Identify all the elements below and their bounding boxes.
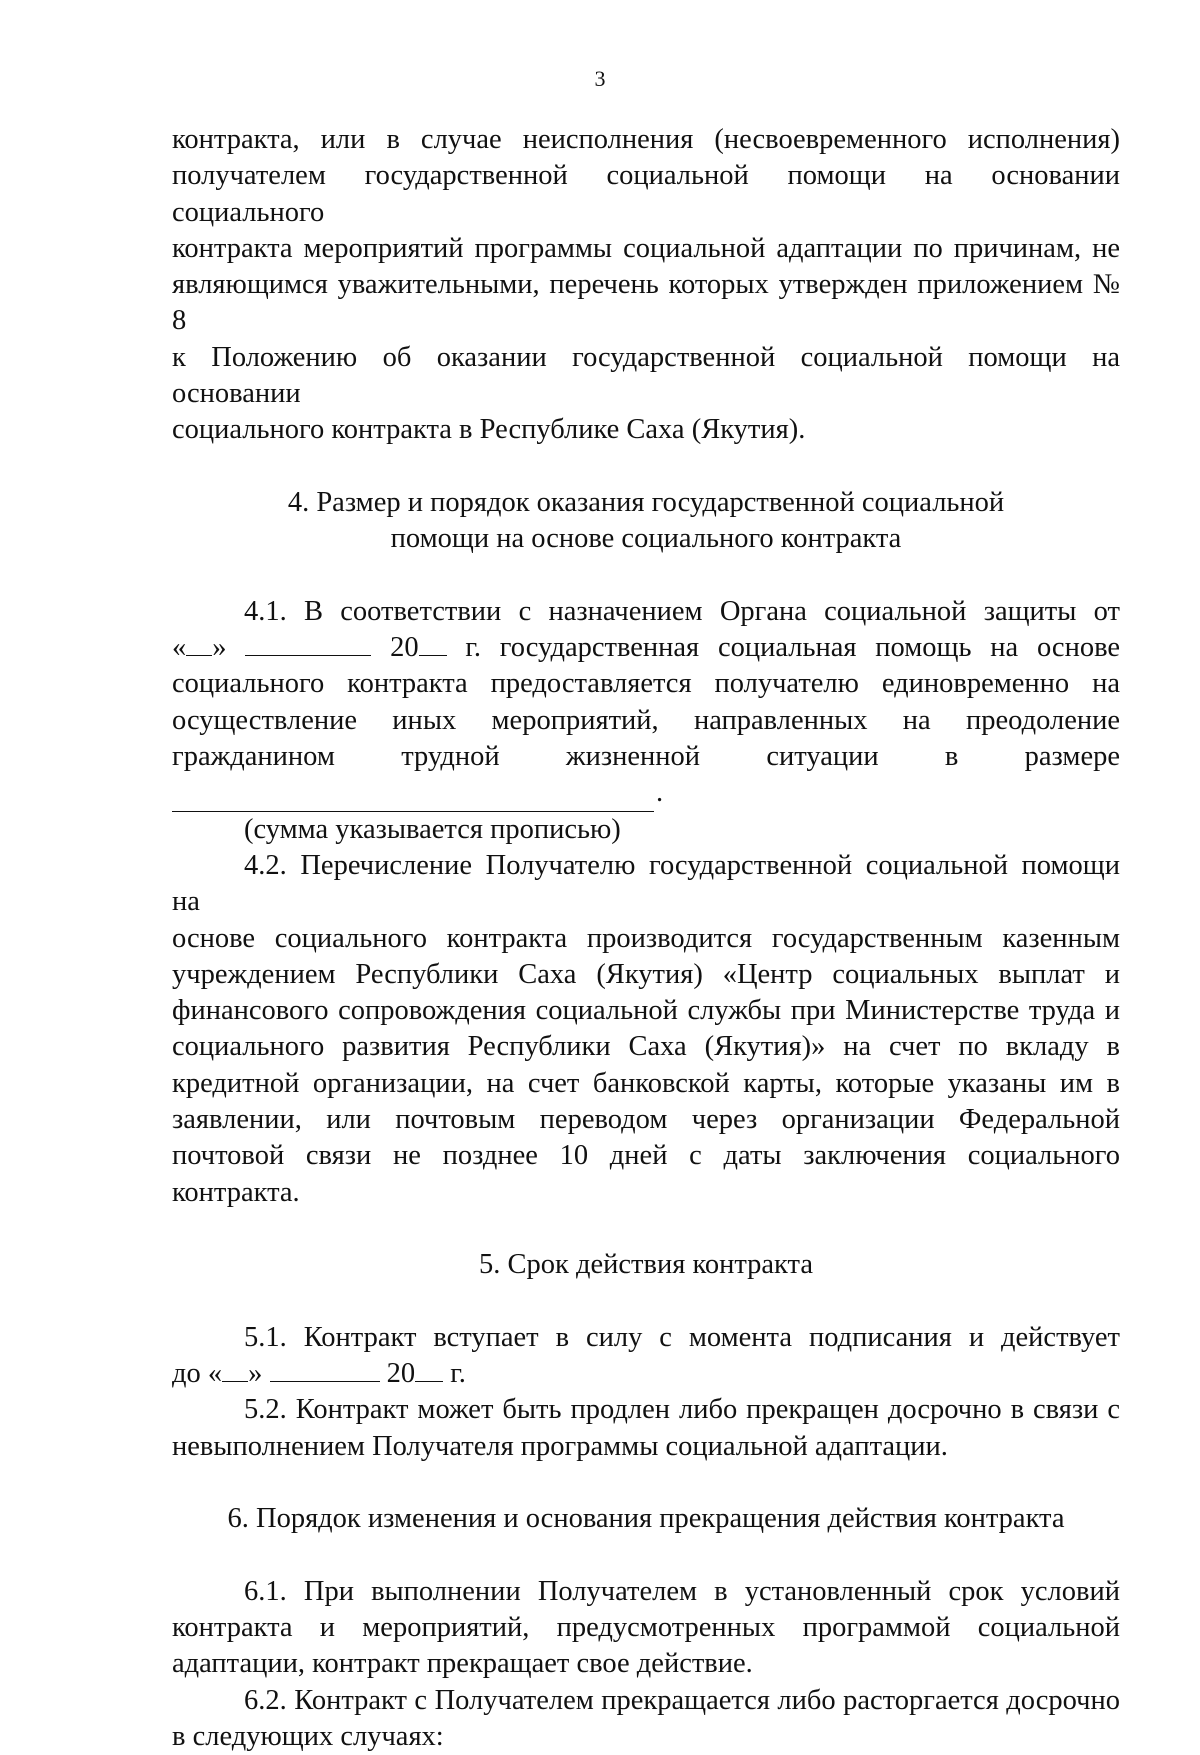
text-line: социального развития Республики Саха (Якутия)» на счет по вкладу в [172, 1031, 1120, 1063]
sum-blank [172, 785, 654, 812]
spacer [172, 1538, 1120, 1574]
heading-line: 4. Размер и порядок оказания государственной социальной [287, 486, 1005, 518]
text-line: контракта мероприятий программы социальной адаптации по причинам, не [172, 232, 1120, 264]
text-line: кредитной организации, на счет банковской карты, которые указаны им в [172, 1067, 1120, 1099]
sum-hint: (сумма указывается прописью) [244, 813, 621, 845]
paragraph-5-1 [172, 1320, 1120, 1393]
paragraph-6-2 [172, 1683, 1120, 1755]
month-blank [270, 1357, 380, 1382]
spacer [172, 1211, 1120, 1247]
year-blank [415, 1357, 443, 1382]
section-4-heading [172, 485, 1120, 558]
year-prefix: 20 [390, 632, 419, 664]
month-blank [245, 631, 371, 656]
text-fragment: г. государственная социальная помощь на основе [465, 632, 1121, 664]
text-line: адаптации, контракт прекращает свое действие. [172, 1648, 753, 1680]
section-6-heading: 6. Порядок изменения и основания прекращения действия контракта [227, 1503, 1065, 1535]
text-line: 5.1. Контракт вступает в силу с момента подписания и действует [244, 1321, 1120, 1353]
text-line: финансового сопровождения социальной службы при Министерстве труда и [172, 995, 1120, 1027]
text-line: контракта, или в случае неисполнения (несвоевременного исполнения) [172, 124, 1120, 155]
text-line: осуществление иных мероприятий, направленных на преодоление [172, 704, 1120, 736]
text-line: 6.1. При выполнении Получателем в установленный срок условий [244, 1575, 1120, 1607]
spacer [172, 449, 1120, 485]
text-line: являющимся уважительными, перечень которых утвержден приложением № 8 [172, 269, 1120, 337]
heading-line: помощи на основе социального контракта [390, 523, 902, 555]
quote-open: « [172, 632, 187, 664]
section-5-heading: 5. Срок действия контракта [479, 1249, 813, 1281]
text-line: социального контракта в Республике Саха (Якутия). [172, 414, 806, 446]
paragraph-4-1 [172, 594, 1120, 848]
text-line: 4.2. Перечисление Получателю государственной социальной помощи на [172, 849, 1120, 918]
text-line: 4.1. В соответствии с назначением Органа социальной защиты от [244, 595, 1120, 627]
text-line: заявлении, или почтовым переводом через организации Федеральной [172, 1104, 1120, 1136]
text-line: учреждением Республики Саха (Якутия) «Центр социальных выплат и [172, 958, 1120, 990]
text-line: почтовой связи не позднее 10 дней с даты заключения социального контракта. [172, 1140, 1120, 1208]
year-prefix: 20 [386, 1358, 416, 1390]
date-line [172, 1356, 1120, 1392]
intro-paragraph [172, 122, 1120, 449]
document-body [172, 122, 1120, 1755]
text-line: в следующих случаях: [172, 1721, 444, 1753]
text-line: 6.2. Контракт с Получателем прекращается либо расторгается досрочно [244, 1684, 1120, 1716]
text-line: получателем государственной социальной помощи на основании социального [172, 160, 1120, 228]
day-blank [186, 631, 212, 656]
sum-line [172, 775, 1120, 811]
spacer [172, 558, 1120, 594]
paragraph-5-2 [172, 1392, 1120, 1465]
text-line: контракта и мероприятий, предусмотренных программой социальной [172, 1612, 1120, 1644]
sum-period: . [656, 777, 664, 809]
paragraph-4-2 [172, 848, 1120, 1211]
text-line: социального контракта предоставляется получателю единовременно на [172, 668, 1120, 700]
quote-close: » [212, 632, 227, 664]
spacer [172, 1284, 1120, 1320]
year-blank [419, 631, 447, 656]
spacer [172, 1465, 1120, 1501]
text-line: невыполнением Получателя программы социальной адаптации. [172, 1430, 948, 1462]
text-line: 5.2. Контракт может быть продлен либо прекращен досрочно в связи с [244, 1394, 1120, 1426]
page-number: 3 [594, 66, 606, 91]
text-fragment: до « [172, 1358, 223, 1390]
text-line: к Положению об оказании государственной социальной помощи на основании [172, 341, 1120, 410]
quote-close: » [248, 1358, 263, 1390]
paragraph-6-1 [172, 1574, 1120, 1683]
text-fragment: г. [450, 1358, 466, 1390]
text-line: основе социального контракта производится государственным казенным [172, 922, 1120, 954]
date-line [172, 630, 1120, 666]
day-blank [222, 1357, 248, 1382]
text-line: гражданином трудной жизненной ситуации в размере [172, 741, 1120, 773]
